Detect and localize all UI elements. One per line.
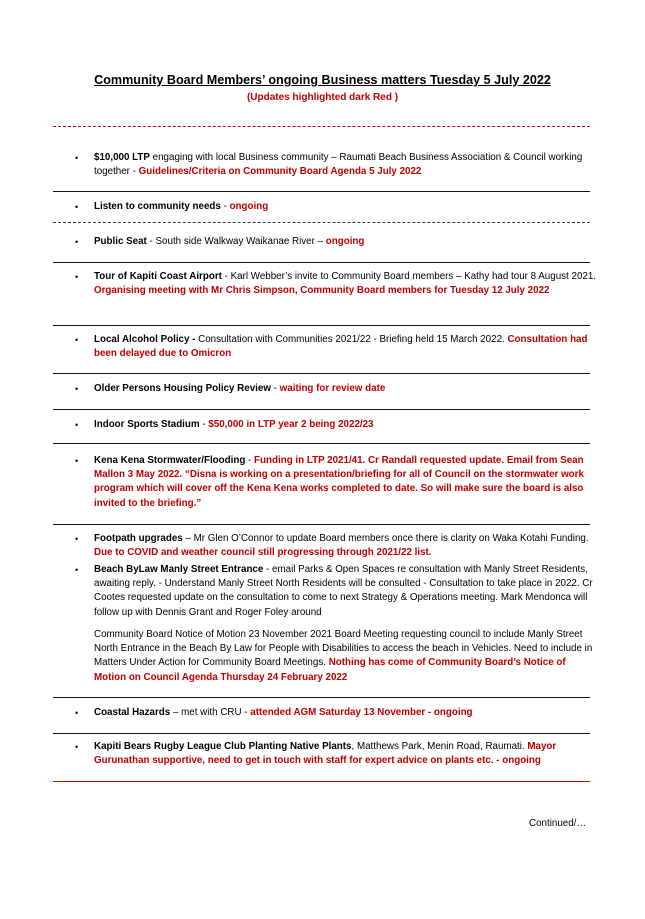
item-update: Organising meeting with Mr Chris Simpson, Community Board members for Tuesday 12 July 2022 (94, 285, 550, 297)
item-text: - South side Walkway Waikanae River – (146, 236, 326, 247)
list-item (75, 418, 599, 432)
item-update: $50,000 in LTP year 2 being 2022/23 (208, 419, 374, 430)
bullet-icon: • (75, 153, 79, 163)
item-text: - (270, 383, 280, 394)
bullet-icon: • (75, 335, 79, 345)
bullet-icon: • (75, 237, 79, 247)
separator (53, 781, 590, 782)
bullet-icon: • (75, 742, 79, 752)
bullet-icon: • (75, 565, 79, 575)
list-item (75, 563, 599, 620)
item-update: Funding in LTP 2021/41. Cr Randall requested update. Email from Sean Mallon 3 May 2022. “Disna is working on a presentation/briefing for all of Council on the stormwater work program which will cover off the Kena Kena works completed to date. So will make sure the board is also invited to the briefing.” (94, 455, 584, 509)
separator (53, 262, 590, 263)
list-item (75, 333, 599, 361)
item-heading: Kapiti Bears Rugby League Club Planting Native Plants (94, 741, 352, 752)
item-text: – Mr Glen O’Connor to update Board members once there is clarity on Waka Kotahi Funding. (182, 533, 589, 544)
list-item (75, 382, 599, 396)
item-update: waiting for review date (279, 383, 386, 394)
separator (53, 126, 590, 127)
item-text: - Karl Webber’s invite to Community Board members – Kathy had tour 8 August 2021. (221, 271, 597, 282)
item-heading: Coastal Hazards (94, 707, 171, 718)
item-update: ongoing (229, 201, 269, 212)
item-update: Guidelines/Criteria on Community Board Agenda 5 July 2022 (138, 166, 422, 178)
item-heading: Tour of Kapiti Coast Airport (94, 271, 222, 282)
list-item (75, 151, 599, 179)
separator (53, 325, 590, 326)
document-title: Community Board Members’ ongoing Business matters Tuesday 5 July 2022 (94, 73, 551, 87)
item-text: - (220, 201, 230, 212)
notice-of-motion-paragraph (94, 628, 599, 685)
item-heading: Public Seat (94, 236, 147, 247)
bullet-icon: • (75, 420, 79, 430)
paragraph-update: Nothing has come of Community Board’s Notice of Motion on Council Agenda Thursday 24 February 2022 (94, 657, 566, 683)
bullet-icon: • (75, 534, 79, 544)
item-heading: Local Alcohol Policy - (94, 334, 199, 345)
item-text: engaging with local Business community – Raumati Beach Business Association & Council working together - (94, 152, 583, 178)
item-text: - (199, 419, 209, 430)
item-text: , Matthews Park, Menin Road, Raumati. (351, 741, 528, 752)
list-item (75, 235, 599, 249)
list-item (75, 270, 599, 298)
item-text: – met with CRU - (170, 707, 251, 718)
item-heading: Indoor Sports Stadium (94, 419, 200, 430)
list-item (75, 200, 599, 214)
item-text: - email Parks & Open Spaces re consultation with Manly Street Residents, awaiting reply. - Understand Manly Street North Residents will be consulted - Consultation to take place in 2022. Cr Cootes requested update on the consultation to come to next Strategy & Operations meeting. Mark Mendonca will follow up with Dennis Grant and Roger Foley around (94, 564, 593, 618)
bullet-icon: • (75, 202, 79, 212)
item-heading: Beach ByLaw Manly Street Entrance (94, 564, 264, 575)
separator (53, 222, 590, 223)
list-item (75, 454, 599, 511)
item-text: - (245, 455, 255, 466)
separator (53, 524, 590, 525)
item-heading: Older Persons Housing Policy Review (94, 383, 271, 394)
continued-note: Continued/… (529, 818, 587, 829)
separator (53, 443, 590, 444)
item-update: Mayor Gurunathan supportive, need to get in touch with staff for expert advice on plants etc. - ongoing (94, 741, 557, 767)
list-item (75, 532, 599, 560)
item-heading: $10,000 LTP (94, 152, 150, 163)
item-heading: Listen to community needs (94, 201, 221, 212)
item-update: ongoing (325, 236, 365, 247)
item-update: Consultation had been delayed due to Omicron (94, 334, 588, 360)
item-heading: Kena Kena Stormwater/Flooding (94, 455, 246, 466)
bullet-icon: • (75, 708, 79, 718)
bullet-icon: • (75, 456, 79, 466)
separator (53, 697, 590, 698)
list-item (75, 740, 599, 768)
item-update: attended AGM Saturday 13 November - ongoing (250, 707, 473, 718)
bullet-icon: • (75, 384, 79, 394)
bullet-icon: • (75, 272, 79, 282)
separator (53, 409, 590, 410)
separator (53, 373, 590, 374)
separator (53, 733, 590, 734)
item-text: Consultation with Communities 2021/22 - Briefing held 15 March 2022. (198, 334, 508, 345)
document-subtitle: (Updates highlighted dark Red ) (246, 92, 399, 103)
list-item (75, 706, 599, 720)
item-update: Due to COVID and weather council still progressing through 2021/22 list. (94, 547, 432, 559)
paragraph-text: Community Board Notice of Motion 23 November 2021 Board Meeting requesting council to include Manly Street North Entrance in the Beach By Law for People with Disabilities to access the beach in Vehicles. Need to include in Matters Under Action for Community Board Meetings. (94, 629, 593, 669)
item-heading: Footpath upgrades (94, 533, 183, 544)
separator (53, 191, 590, 192)
